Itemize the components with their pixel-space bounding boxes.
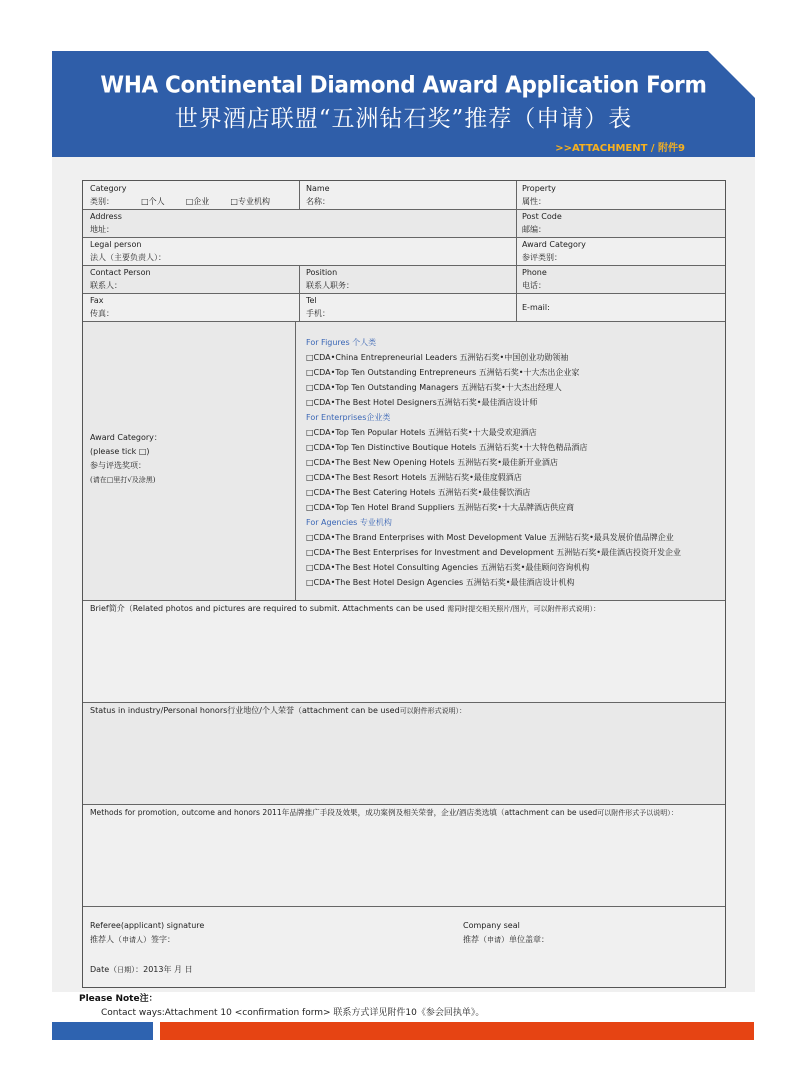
award-option-enterprises-2[interactable]: □CDA•Top Ten Distinctive Boutique Hotels 五洲钻石奖•十大特色精品酒店 — [306, 443, 588, 452]
contact-person-cell[interactable] — [90, 266, 295, 292]
attachment-label: >>ATTACHMENT / 附件9 — [555, 143, 685, 154]
postcode-label-en: Post Code — [522, 212, 562, 221]
award-left-line-2: (please tick □) — [90, 447, 150, 456]
award-left-line-1: Award Category： — [90, 433, 162, 442]
header-banner — [52, 51, 755, 157]
award-left-line-3: 参与评选奖项： — [90, 461, 146, 470]
brief-label-cn: 需同时提交相关照片/图片，可以附件形式说明）： — [447, 605, 601, 613]
position-cell[interactable] — [306, 266, 511, 292]
please-note: Please Note注： — [79, 994, 158, 1004]
tel-label-cn: 手机： — [306, 309, 330, 318]
category-option-enterprise[interactable]: □企业 — [185, 197, 210, 206]
category-option-agency[interactable]: □专业机构 — [230, 197, 270, 206]
seal-label-cn-a: 推荐（ — [463, 935, 487, 944]
award-option-enterprises-6[interactable]: □CDA•Top Ten Hotel Brand Suppliers 五洲钻石奖•十大品牌酒店供应商 — [306, 503, 574, 512]
tel-label-en: Tel — [306, 296, 317, 305]
legal-person-label-en: Legal person — [90, 240, 142, 249]
figures-heading: For Figures 个人类 — [306, 338, 377, 347]
referee-label-cn-c: ）签字： — [143, 935, 175, 944]
award-options-list — [306, 335, 721, 590]
award-option-agencies-4[interactable]: □CDA•The Best Hotel Design Agencies 五洲钻石奖•最佳酒店设计机构 — [306, 578, 575, 587]
fax-label-en: Fax — [90, 296, 104, 305]
category-label-en: Category — [90, 184, 127, 193]
seal-label-cn-c: ）单位盖章： — [501, 935, 549, 944]
status-section[interactable] — [90, 704, 720, 718]
award-option-agencies-1[interactable]: □CDA•The Brand Enterprises with Most Development Value 五洲钻石奖•最具发展价值品牌企业 — [306, 533, 674, 542]
email-label: E-mail: — [522, 303, 550, 312]
referee-label-cn-a: 推荐人（ — [90, 935, 122, 944]
property-label-en: Property — [522, 184, 556, 193]
methods-label: Methods for promotion, outcome and honors 2011年品牌推广手段及效果，成功案例及相关荣誉，企业/酒店类选填（attachment can be used — [90, 808, 598, 817]
name-cell[interactable] — [306, 182, 511, 208]
legal-person-cell[interactable] — [90, 238, 510, 264]
status-label: Status in industry/Personal honors行业地位/个人荣誉（attachment can be used — [90, 706, 400, 715]
award-option-figures-1[interactable]: □CDA•China Entrepreneurial Leaders 五洲钻石奖•中国创业功勋领袖 — [306, 353, 569, 362]
fax-label-cn: 传真： — [90, 309, 114, 318]
phone-cell[interactable] — [522, 266, 722, 292]
address-label-cn: 地址： — [90, 225, 114, 234]
date-label-b: 日期 — [117, 966, 132, 974]
award-category-cell[interactable] — [522, 238, 722, 264]
award-option-enterprises-3[interactable]: □CDA•The Best New Opening Hotels 五洲钻石奖•最佳新开业酒店 — [306, 458, 558, 467]
award-option-enterprises-5[interactable]: □CDA•The Best Catering Hotels 五洲钻石奖•最佳餐饮酒店 — [306, 488, 531, 497]
name-label-cn: 名称： — [306, 197, 330, 206]
postcode-cell[interactable] — [522, 210, 722, 236]
award-option-figures-2[interactable]: □CDA•Top Ten Outstanding Entrepreneurs 五洲钻石奖•十大杰出企业家 — [306, 368, 580, 377]
title-english: WHA Continental Diamond Award Application Form — [100, 72, 707, 99]
footer-bar-orange — [160, 1022, 754, 1040]
award-option-figures-3[interactable]: □CDA•Top Ten Outstanding Managers 五洲钻石奖•十大杰出经理人 — [306, 383, 562, 392]
name-label-en: Name — [306, 184, 330, 193]
agencies-heading: For Agencies 专业机构 — [306, 518, 392, 527]
brief-section[interactable] — [90, 602, 720, 616]
seal-label-cn-b: 申请 — [487, 936, 501, 944]
brief-label: Brief简介（Related photos and pictures are required to submit. Attachments can be used — [90, 604, 448, 613]
award-option-figures-4[interactable]: □CDA•The Best Hotel Designers五洲钻石奖•最佳酒店设计师 — [306, 398, 538, 407]
postcode-label-cn: 邮编： — [522, 225, 546, 234]
phone-label-en: Phone — [522, 268, 547, 277]
property-label-cn: 属性： — [522, 197, 546, 206]
status-label-cn: 可以附件形式说明）： — [399, 707, 467, 715]
methods-section[interactable] — [90, 806, 725, 820]
address-label-en: Address — [90, 212, 122, 221]
referee-signature[interactable] — [90, 919, 390, 947]
methods-label-cn: 可以附件形式予以说明）： — [597, 809, 678, 817]
company-seal[interactable] — [463, 919, 713, 947]
enterprises-heading: For Enterprises企业类 — [306, 413, 391, 422]
referee-label-en: Referee(applicant) signature — [90, 921, 205, 930]
position-label-en: Position — [306, 268, 338, 277]
seal-label-en: Company seal — [463, 921, 520, 930]
phone-label-cn: 电话： — [522, 281, 546, 290]
category-cell — [90, 182, 295, 208]
award-option-agencies-3[interactable]: □CDA•The Best Hotel Consulting Agencies 五洲钻石奖•最佳顾问咨询机构 — [306, 563, 590, 572]
address-cell[interactable] — [90, 210, 510, 236]
contact-person-label-cn: 联系人： — [90, 281, 122, 290]
category-label-cn: 类别： — [90, 197, 114, 206]
tel-cell[interactable] — [306, 294, 511, 320]
date-label-c: ）：2013年 月 日 — [131, 965, 193, 974]
property-cell[interactable] — [522, 182, 722, 208]
application-form-table — [82, 180, 726, 988]
award-left-line-4: (请在□里打√及涂黑) — [90, 476, 156, 484]
referee-label-cn-b: 申请人 — [122, 936, 143, 944]
award-option-enterprises-1[interactable]: □CDA•Top Ten Popular Hotels 五洲钻石奖•十大最受欢迎酒店 — [306, 428, 537, 437]
contact-person-label-en: Contact Person — [90, 268, 151, 277]
award-category-label-en: Award Category — [522, 240, 586, 249]
contact-ways: Contact ways:Attachment 10 <confirmation form> 联系方式详见附件10《参会回执单》。 — [101, 1008, 485, 1018]
date-field[interactable] — [90, 963, 390, 977]
position-label-cn: 联系人职务： — [306, 281, 354, 290]
award-option-enterprises-4[interactable]: □CDA•The Best Resort Hotels 五洲钻石奖•最佳度假酒店 — [306, 473, 522, 482]
award-category-label-cn: 参评类别： — [522, 253, 562, 262]
title-chinese: 世界酒店联盟“五洲钻石奖”推荐（申请）表 — [174, 106, 633, 132]
email-cell[interactable] — [522, 301, 722, 314]
date-label-a: Date（ — [90, 965, 118, 974]
award-selection-instructions — [90, 431, 290, 487]
award-option-agencies-2[interactable]: □CDA•The Best Enterprises for Investment and Development 五洲钻石奖•最佳酒店投资开发企业 — [306, 548, 682, 557]
fax-cell[interactable] — [90, 294, 295, 320]
category-option-individual[interactable]: □个人 — [141, 197, 165, 206]
legal-person-label-cn: 法人（主要负责人）： — [90, 253, 166, 262]
footer-bar-blue — [52, 1022, 153, 1040]
